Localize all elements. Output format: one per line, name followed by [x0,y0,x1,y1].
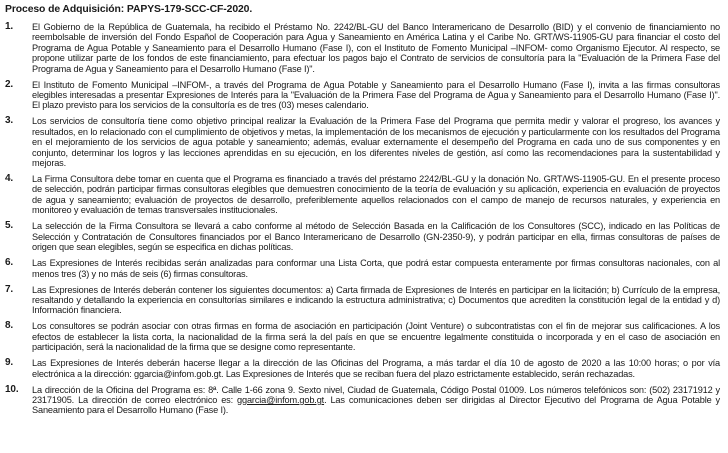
document-title: Proceso de Adquisición: PAPYS-179-SCC-CF-2020. [5,4,253,15]
item-number: 10. [5,383,19,395]
item-number: 1. [5,21,14,32]
item-text: El Gobierno de la República de Guatemala, ha recibido el Préstamo No. 2242/BL-GU del Banco Interamericano de Desarrollo (BID) y el convenio de financiamiento no reembolsable de inversión del Fondo Español de Cooperación para Agua y Saneamiento en América Latina y el Caribe No. GRT/WS-11905-GU para financiar el costo del Programa de Agua Potable y Saneamiento para el Desarrollo Humano (Fase I), con el Instituto de Fomento Municipal –INFOM- como Organismo Ejecutor. Al respecto, se propone utilizar parte de los fondos de este financiamiento, para efectuar los pagos bajo el Contrato de servicios de consultoría para la "Evaluación de la Primera Fase del Programa de Agua y Saneamiento para el Desarrollo Humano (Fase I)". [32,22,720,74]
item-text: Las Expresiones de Interés recibidas serán analizadas para conformar una Lista Corta, que podrá estar compuesta enteramente por firmas consultoras nacionales, con al menos tres (3) y no más de seis (6) firmas consultoras. [32,258,720,279]
list-item [5,358,720,379]
list-item [5,221,720,252]
list-item [5,80,720,111]
item-number: 3. [5,115,14,127]
list-item [5,258,720,279]
item-text-before: La dirección de la Oficina del Programa es: 8ª. Calle 1-66 zona 9. Sexto nivel, Ciudad de Guatemala, Código Postal 01009. Los números telefónicos son: (502) 23171912 y 23171905. La dirección de correo electrónico es: [32,384,720,405]
item-number: 5. [5,220,14,232]
list-item [5,385,720,416]
list-item [5,174,720,216]
item-text: El Instituto de Fomento Municipal –INFOM-, a través del Programa de Agua Potable y Saneamiento para el Desarrollo Humano (Fase I), invita a las firmas consultoras elegibles interesadas a presentar Expresiones de Interés para la "Evaluación de la Primera Fase del Programa de Agua y Saneamiento para el Desarrollo Humano (Fase I)". El plazo previsto para los servicios de la consultoría es de tres (03) meses calendario. [32,79,720,111]
list-item [5,321,720,352]
list-item [5,116,720,168]
item-number: 2. [5,78,14,90]
item-text: La Firma Consultora debe tomar en cuenta que el Programa es financiado a través del préstamo 2242/BL-GU y la donación No. GRT/WS-11905-GU. En el presente proceso de selección, podrán participar firmas consultoras elegibles que demuestren conocimiento de la teoría de evaluación y su aplicación, experiencia en evaluación de proyectos de agua y saneamiento; evaluación de proyectos de desarrollo, preferiblemente aquellos relacionados con el campo de manejo de recursos naturales, y experiencia en monitoreo y evaluación de temas transversales institucionales. [32,174,720,216]
item-number: 8. [5,320,14,332]
list-item [5,285,720,316]
item-text: La selección de la Firma Consultora se llevará a cabo conforme al método de Selección Basada en la Calificación de los Consultores (SCC), indicado en las Políticas de Selección y Contratación de Consultores financiados por el Banco Interamericano de Desarrollo (GN-2350-9), y podrán participar en ella, firmas consultoras de países de origen que sean elegibles, según se especifica en dichas políticas. [32,221,720,253]
email-link[interactable]: ggarcia@infom.gob.gt [237,394,325,405]
item-text: Las Expresiones de Interés deberán hacerse llegar a la dirección de las Oficinas del Programa, a más tardar el día 10 de agosto de 2020 a las 10:00 horas; o por vía electrónica a la dirección: ggarcia@infom.gob.gt. Las Expresiones de Interés que se reciban fuera del plazo estrictamente establecido, serán rechazadas. [32,358,720,379]
item-number: 9. [5,357,14,369]
clause-list [5,22,720,416]
item-number: 6. [5,257,14,269]
item-text: Los consultores se podrán asociar con otras firmas en forma de asociación en participación (Joint Venture) o subcontratistas con el fin de mejorar sus calificaciones. A los efectos de establecer la lista corta, la nacionalidad de la firma será la del país en que se encuentre legalmente constituida o incorporada y en el caso de asociación en participación, será la nacionalidad de la firma que se designe como representante. [32,321,720,353]
item-text-after: . Las comunicaciones deben ser dirigidas al Director Ejecutivo del Programa de Agua Potable y Saneamiento para el Desarrollo Humano (Fase I). [32,394,721,416]
item-text: Las Expresiones de Interés deberán contener los siguientes documentos: a) Carta firmada de Expresiones de Interés en participar en la licitación; b) Currículo de la empresa, resaltando y detallando la experiencia en consultorías similares e indicando la estructura administrativa; c) Documentos que acrediten la constitución legal de la entidad y d) Información financiera. [32,284,720,316]
item-text [32,385,720,416]
item-number: 4. [5,173,14,185]
item-number: 7. [5,283,14,295]
list-item [5,22,720,74]
item-text: Los servicios de consultoría tiene como objetivo principal realizar la Evaluación de la Primera Fase del Programa que permita medir y valorar el progreso, los avances y resultados, en lo relacionado con el cumplimiento de objetivos y metas, la implementación de los mecanismos de ejecución y particularmente con los resultados del Programa en el mejoramiento de los servicios de agua potable y saneamiento; además, evaluar externamente el desempeño del Programa en cada uno de sus componentes y en conjunto, determinar los logros y las lecciones aprendidas en su ejecución, en los diferentes niveles de gestión, así como las recomendaciones para la sustentabilidad y mejoras. [32,116,720,169]
